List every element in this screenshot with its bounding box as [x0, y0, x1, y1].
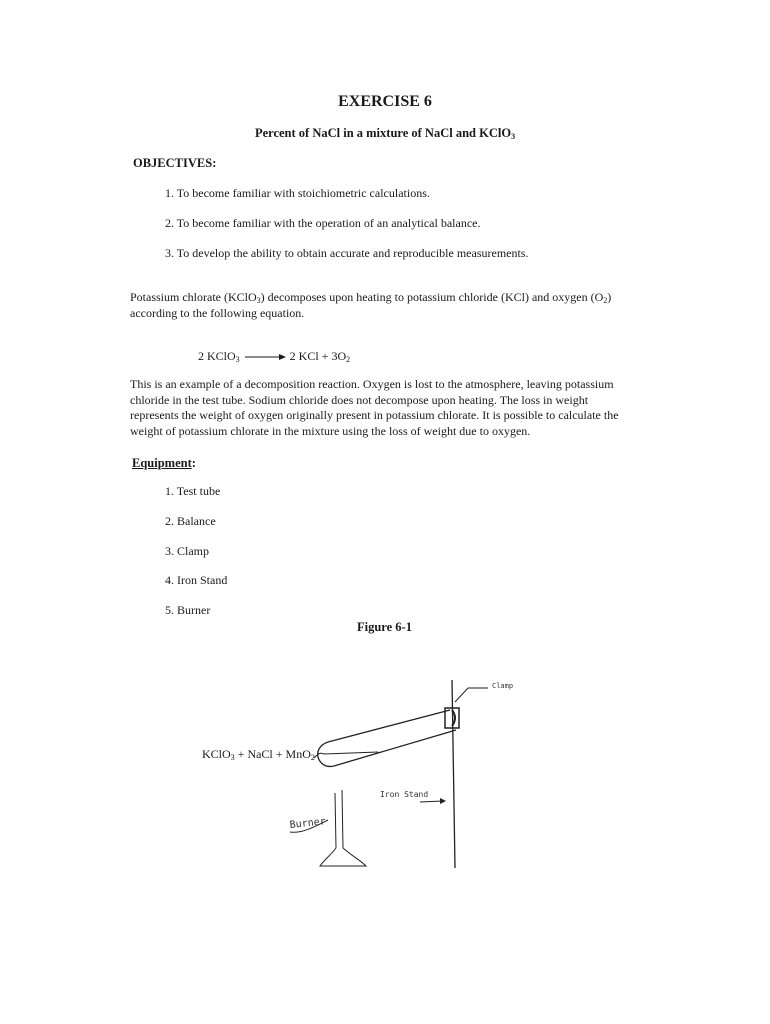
burner-base — [320, 848, 366, 866]
description-line: weight of potassium chlorate in the mixture using the loss of weight due to oxygen. — [130, 423, 531, 438]
equipment-item-5: 5. Burner — [165, 603, 211, 617]
equipment-item-1: 1. Test tube — [165, 484, 221, 498]
iron-stand-pointer — [420, 801, 443, 802]
equipment-item-4: 4. Iron Stand — [165, 573, 228, 587]
objective-item-1: 1. To become familiar with stoichiometric calculations. — [165, 186, 430, 200]
description-paragraph — [130, 377, 750, 439]
description-line: This is an example of a decomposition reaction. Oxygen is lost to the atmosphere, leaving potassium — [130, 377, 614, 391]
page-subtitle — [0, 126, 770, 141]
objective-item-3: 3. To develop the ability to obtain accurate and reproducible measurements. — [165, 246, 529, 260]
equipment-item-2: 2. Balance — [165, 514, 216, 528]
iron-stand-arrowhead — [440, 798, 446, 804]
clamp-pointer — [455, 688, 488, 702]
equipment-item-3: 3. Clamp — [165, 544, 209, 558]
description-line: chloride in the test tube. Sodium chloride does not decompose upon heating. The loss in weight — [130, 392, 589, 407]
objectives-heading: OBJECTIVES: — [133, 156, 217, 170]
equipment-heading: Equipment: — [132, 456, 196, 470]
figure-title: Figure 6-1 — [357, 620, 412, 634]
mixture-pointer — [314, 752, 378, 758]
equation-right: 2 KCl + 3O — [289, 349, 347, 363]
burner-tube-left — [335, 793, 336, 848]
reaction-arrow-icon — [243, 352, 287, 362]
intro-line-1: Potassium chlorate (KClO$_3$) decomposes upon heating to potassium chloride (KCl) and oxygen $(O_2)$ — [130, 290, 612, 305]
subtitle-subscript: 3 — [511, 132, 516, 141]
objective-item-2: 2. To become familiar with the operation of an analytical balance. — [165, 216, 481, 230]
apparatus-diagram — [280, 660, 580, 890]
chemical-equation: 2 KClO$_3$ 2 KCl + $3O_2$ — [198, 349, 351, 364]
intro-line-2: according to the following equation. — [130, 305, 305, 320]
description-line: represents the weight of oxygen originally present in potassium chlorate. It is possible to calculate the — [130, 408, 619, 422]
figure-mixture-label: KClO$_3$ + NaCl + MnO$_2$ — [202, 747, 315, 762]
intro-paragraph — [130, 290, 730, 321]
iron-stand-label: Iron Stand — [380, 790, 429, 799]
burner-tube-right — [342, 790, 343, 848]
burner-label: Burner — [289, 816, 327, 831]
subtitle-text: Percent of NaCl in a mixture of NaCl and KClO — [254, 126, 512, 140]
equation-left: 2 KClO — [198, 349, 236, 363]
clamp-label: Clamp — [492, 682, 514, 690]
page-title: EXERCISE 6 — [338, 93, 432, 110]
